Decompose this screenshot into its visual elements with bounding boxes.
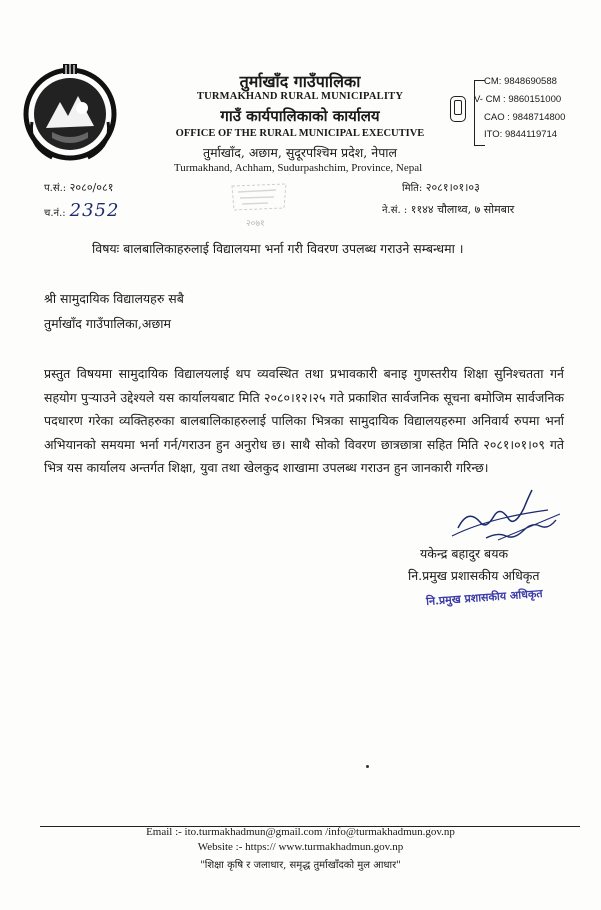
faded-stamp [224, 178, 294, 230]
phone-icon [450, 96, 466, 122]
letter-body: प्रस्तुत विषयमा सामुदायिक विद्यालयलाई थप व्यवस्थित तथा प्रभावकारी बनाइ गुणस्तरीय शिक्षा सुनिश्चतता गर्न सहयोग पुऱ्याउने उद्देश्यले यस कार्यालयबाट मिति २०८०।१२।२५ गते प्रकाशित सार्वजनिक सूचना बमोजिम सार्वजनिक पदधारण गरेका व्यक्तिहरुका बालबालिकाहरुलाई पालिका भित्रका सामुदायिक विद्यालयहरुमा अनिवार्य रुपमा भर्ना अभियानको समयमा भर्ना गर्न/गराउन हुन अनुरोध छ। साथै सोको विवरण छात्रछात्रा सहित मिति २०८१।०१।०९ गते भित्र यस कार्यालय अन्तर्गत शिक्षा, युवा तथा खेलकुद शाखामा उपलब्ध गराउन हुन जानकारी गरिन्छ। [44, 366, 564, 476]
footer-website: Website :- https:// www.turmakhadmun.gov.np [197, 841, 404, 853]
contact-vcm: V- CM : 9860151000 [474, 94, 562, 105]
faded-stamp-mark [224, 178, 294, 218]
contact-cm: CM: 9848690588 [484, 76, 557, 87]
speck [366, 765, 369, 768]
contact-ito: ITO: 9844119714 [484, 129, 558, 140]
footer-slogan: "शिक्षा कृषि र जलाधार, समृद्ध तुर्माखाँदको मुल आधार" [200, 860, 401, 871]
signature-stamp: नि.प्रमुख प्रशासकीय अधिकृत [425, 586, 544, 609]
ps-number: प.सं.: २०८०/०८१ [44, 181, 114, 194]
address-np: तुर्माखाँद, अछाम, सुदूरपश्चिम प्रदेश, नेपाल [202, 145, 398, 160]
municipality-emblem-icon [22, 62, 118, 164]
address-en: Turmakhand, Achham, Sudurpashchim, Province, Nepal [173, 162, 423, 174]
chn-number: च.नं.: 2352 [44, 200, 120, 221]
subject-line: विषयः बालबालिकाहरुलाई विद्यालयमा भर्ना गरी विवरण उपलब्ध गराउने सम्बन्धमा । [92, 241, 464, 256]
footer-email: Email :- ito.turmakhadmun@gmail.com /info@turmakhadmun.gov.np [146, 826, 455, 838]
letter-date: मिति: २०८१।०१।०३ [402, 181, 480, 194]
municipality-name-np: तुर्माखाँद गाउँपालिका [239, 72, 361, 91]
contact-cao: CAO : 9848714800 [484, 112, 566, 123]
signatory-title: नि.प्रमुख प्रशासकीय अधिकृत [408, 568, 540, 583]
addressee-line-1: श्री सामुदायिक विद्यालयहरु सबै [44, 291, 184, 306]
signatory-name: यकेन्द्र बहादुर बयक [420, 546, 509, 561]
municipality-name-en: TURMAKHAND RURAL MUNICIPALITY [196, 91, 404, 102]
nepal-sambat-date: ने.सं. : ११४४ चौलाथ्व, ७ सोमबार [382, 203, 515, 216]
office-name-en: OFFICE OF THE RURAL MUNICIPAL EXECUTIVE [175, 128, 425, 139]
addressee-line-2: तुर्माखाँद गाउँपालिका,अछाम [44, 316, 171, 331]
faded-stamp-year: २०७१ [246, 219, 265, 229]
contact-box [444, 76, 594, 146]
office-name-np: गाउँ कार्यपालिकाको कार्यालय [220, 107, 380, 125]
